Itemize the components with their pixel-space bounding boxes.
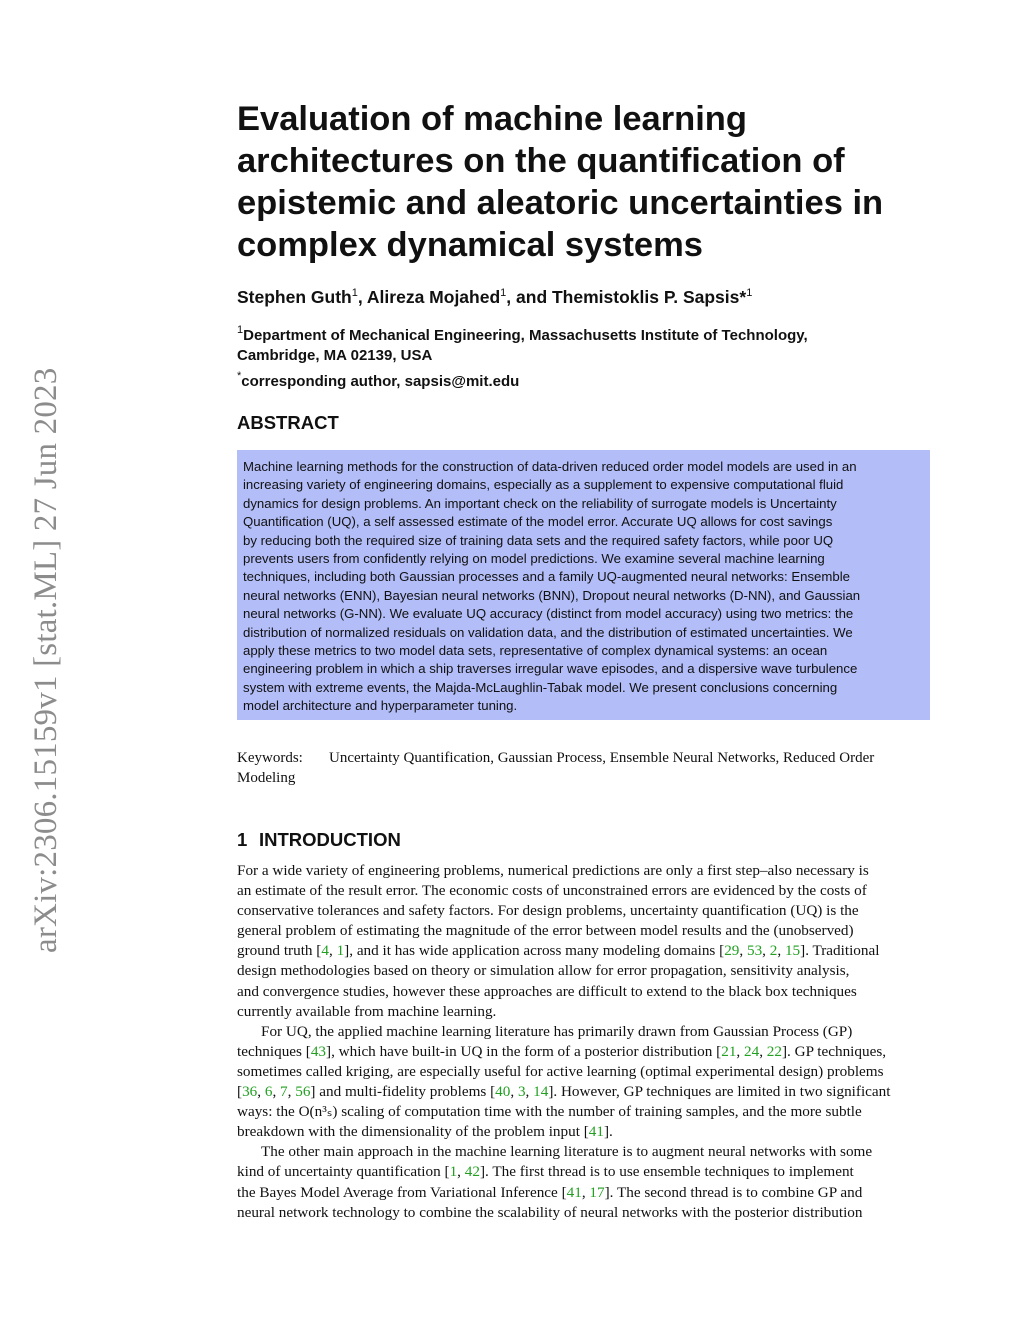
paper-title — [237, 98, 930, 266]
affiliation-block — [237, 320, 930, 392]
author-affiliation-mark: 1 — [746, 287, 753, 299]
citation-link[interactable]: 15 — [784, 942, 801, 960]
abstract-line: by reducing both the required size of training data sets and the required safety factors, while poor UQ — [243, 532, 834, 548]
abstract-line: prevents users from confidently relying on model predictions. We examine several machine learning — [243, 551, 825, 567]
citation-link[interactable]: 41 — [588, 1123, 604, 1141]
author-name: and Themistoklis P. Sapsis* — [516, 287, 747, 307]
arxiv-identifier-stamp: arXiv:2306.15159v1 [stat.ML] 27 Jun 2023 — [28, 367, 64, 953]
affiliation-department: Department of Mechanical Engineering, Massachusetts Institute of Technology, — [243, 327, 808, 344]
section-heading-introduction — [237, 829, 930, 851]
body-line: kind of uncertainty quantification [1, 42]. The first thread is to use ensemble techniques to implement — [237, 1163, 854, 1181]
corresponding-author-line — [237, 366, 930, 392]
body-line: ways: the O(n³ₛ) scaling of computation time with the number of training samples, and the more subtle — [237, 1103, 862, 1121]
citation-link[interactable]: 53 — [746, 942, 763, 960]
abstract-line: Quantification (UQ), a self assessed estimate of the model error. Accurate UQ allows for cost savings — [243, 514, 833, 530]
abstract-line: model architecture and hyperparameter tuning. — [243, 698, 518, 714]
abstract-line: system with extreme events, the Majda-McLaughlin-Tabak model. We present conclusions concerning — [243, 679, 838, 695]
abstract-line: apply these metrics to two model data sets, representative of complex dynamical systems: an ocean — [243, 643, 828, 659]
citation-link[interactable]: 17 — [589, 1183, 605, 1201]
body-line: the Bayes Model Average from Variational Inference [41, 17]. The second thread is to combine GP and — [237, 1183, 863, 1201]
citation-link[interactable]: 3 — [517, 1083, 526, 1101]
body-line: [36, 6, 7, 56] and multi-fidelity problems [40, 3, 14]. However, GP techniques are limited in two significant — [237, 1083, 891, 1101]
citation-link[interactable]: 2 — [769, 942, 778, 960]
abstract-line: engineering problem in which a ship traverses irregular wave episodes, and a dispersive wave turbulence — [243, 661, 858, 677]
keywords-continuation: Modeling — [237, 770, 296, 786]
body-line: an estimate of the result error. The economic costs of unconstrained errors are evidenced by the costs of — [237, 882, 867, 900]
abstract-line: distribution of normalized residuals on validation data, and the distribution of estimated uncertainties. We — [243, 624, 853, 640]
citation-link[interactable]: 42 — [464, 1163, 480, 1181]
body-line: ground truth [4, 1], and it has wide application across many modeling domains [29, 53, 2, 15]. Traditional — [237, 942, 880, 960]
author-name: Alireza Mojahed — [366, 287, 501, 307]
citation-link[interactable]: 6 — [264, 1083, 273, 1101]
keywords-block — [237, 748, 930, 788]
corresponding-author-email: corresponding author, sapsis@mit.edu — [241, 373, 520, 390]
citation-link[interactable]: 56 — [295, 1083, 311, 1101]
abstract-heading: ABSTRACT — [237, 412, 339, 433]
citation-link[interactable]: 21 — [721, 1042, 737, 1060]
title-line: complex dynamical systems — [237, 226, 703, 264]
author-affiliation-mark: 1 — [351, 287, 358, 299]
affiliation-line — [237, 320, 930, 346]
body-line: and convergence studies, however these approaches are difficult to extend to the black box techniques — [237, 982, 857, 1000]
citation-link[interactable]: 4 — [321, 942, 329, 960]
introduction-body — [237, 861, 930, 1223]
section-title: INTRODUCTION — [259, 829, 401, 850]
abstract-line: dynamics for design problems. An important check on the reliability of surrogate models is Uncertainty — [243, 495, 837, 511]
body-line: sometimes called kriging, are especially useful for active learning (optimal experimental design) problems — [237, 1062, 884, 1080]
abstract-line: Machine learning methods for the construction of data-driven reduced order model models are used in an — [243, 459, 857, 474]
citation-link[interactable]: 29 — [724, 942, 740, 960]
body-line: techniques [43], which have built-in UQ in the form of a posterior distribution [21, 24, 22]. GP techniques, — [237, 1042, 887, 1060]
citation-link[interactable]: 1 — [449, 1163, 458, 1181]
abstract-line: neural networks (ENN), Bayesian neural networks (BNN), Dropout neural networks (D-NN), and Gaussian — [243, 587, 861, 603]
affiliation-address: Cambridge, MA 02139, USA — [237, 347, 433, 364]
keywords-line — [237, 748, 930, 768]
citation-link[interactable]: 36 — [242, 1083, 258, 1101]
corresponding-mark: * — [237, 370, 242, 382]
abstract-line: neural networks (G-NN). We evaluate UQ accuracy (distinct from model accuracy) using two metrics: the — [243, 606, 854, 622]
body-line: For a wide variety of engineering problems, numerical predictions are only a first step–also necessary is — [237, 862, 869, 879]
citation-link[interactable]: 41 — [566, 1183, 582, 1201]
body-line: For UQ, the applied machine learning literature has primarily drawn from Gaussian Process (GP) — [261, 1022, 853, 1040]
title-line: architectures on the quantification of — [237, 142, 845, 180]
abstract-line: increasing variety of engineering domains, especially as a supplement to expensive computational fluid — [243, 477, 844, 493]
citation-link[interactable]: 43 — [310, 1042, 326, 1060]
title-line: Evaluation of machine learning — [237, 100, 747, 138]
citation-link[interactable]: 1 — [336, 942, 345, 960]
keywords-label: Keywords: — [237, 750, 303, 766]
keywords-list: Uncertainty Quantification, Gaussian Process, Ensemble Neural Networks, Reduced Order — [329, 750, 875, 766]
body-line: currently available from machine learning. — [237, 1002, 497, 1020]
author-list: Stephen Guth$^1$, Alireza Mojahed$^1$, and Themistoklis P. Sapsis*$^1$ — [237, 287, 753, 307]
section-number: 1 — [237, 829, 248, 850]
citation-link[interactable]: 24 — [744, 1042, 760, 1060]
abstract-box — [237, 450, 930, 720]
body-line: conservative tolerances and safety factors. For design problems, uncertainty quantification (UQ) is the — [237, 902, 859, 920]
author-affiliation-mark: 1 — [500, 287, 507, 299]
citation-link[interactable]: 40 — [495, 1083, 511, 1101]
body-line: The other main approach in the machine learning literature is to augment neural networks with some — [261, 1143, 873, 1161]
author-name: Stephen Guth — [237, 287, 352, 307]
title-line: epistemic and aleatoric uncertainties in — [237, 184, 884, 222]
affiliation-mark: 1 — [237, 324, 244, 336]
citation-link[interactable]: 14 — [533, 1083, 549, 1101]
body-line: breakdown with the dimensionality of the problem input [41]. — [237, 1123, 613, 1141]
body-line: neural network technology to combine the scalability of neural networks with the posterior distribution — [237, 1203, 863, 1221]
citation-link[interactable]: 7 — [280, 1083, 288, 1101]
citation-link[interactable]: 22 — [766, 1042, 782, 1060]
body-line: general problem of estimating the magnitude of the error between model results and the (unobserved) — [237, 922, 854, 940]
body-line: design methodologies based on theory or simulation allow for error propagation, sensitivity analysis, — [237, 962, 850, 980]
abstract-line: techniques, including both Gaussian processes and a family UQ-augmented neural networks: Ensemble — [243, 569, 850, 585]
